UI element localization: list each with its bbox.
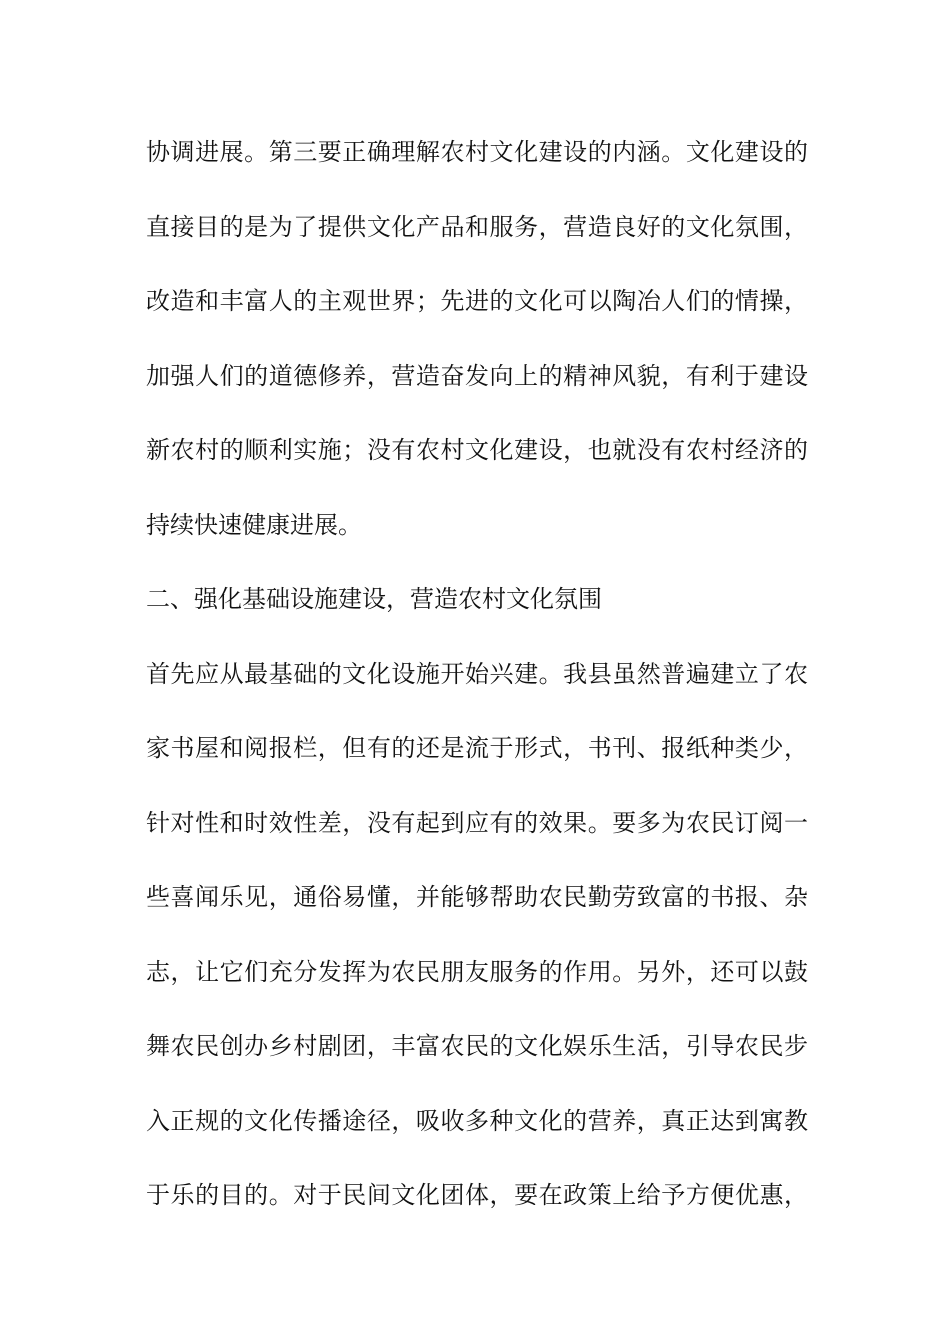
body-text	[146, 128, 808, 1246]
text-line: 加强人们的道德修养，营造奋发向上的精神风貌，有利于建设	[146, 361, 808, 390]
text-line: 改造和丰富人的主观世界；先进的文化可以陶冶人们的情操，	[146, 287, 808, 315]
text-line: 入正规的文化传播途径，吸收多种文化的营养，真正达到寓教	[146, 1106, 808, 1135]
text-line: 些喜闻乐见，通俗易懂，并能够帮助农民勤劳致富的书报、杂	[146, 883, 808, 911]
section-heading: 二、强化基础设施建设，营造农村文化氛围	[146, 585, 602, 613]
text-line: 舞农民创办乡村剧团，丰富农民的文化娱乐生活，引导农民步	[146, 1032, 808, 1060]
text-line: 直接目的是为了提供文化产品和服务，营造良好的文化氛围，	[146, 212, 808, 241]
text-line: 新农村的顺利实施；没有农村文化建设，也就没有农村经济的	[146, 436, 808, 464]
text-line: 协调进展。第三要正确理解农村文化建设的内涵。文化建设的	[146, 138, 808, 166]
text-line: 家书屋和阅报栏，但有的还是流于形式，书刊、报纸种类少，	[146, 734, 808, 762]
text-line: 持续快速健康进展。	[146, 510, 362, 539]
text-line: 首先应从最基础的文化设施开始兴建。我县虽然普遍建立了农	[146, 659, 808, 688]
text-line: 针对性和时效性差，没有起到应有的效果。要多为农民订阅一	[146, 808, 808, 837]
text-line: 于乐的目的。对于民间文化团体，要在政策上给予方便优惠，	[146, 1181, 808, 1209]
text-line: 志，让它们充分发挥为农民朋友服务的作用。另外，还可以鼓	[146, 957, 808, 986]
